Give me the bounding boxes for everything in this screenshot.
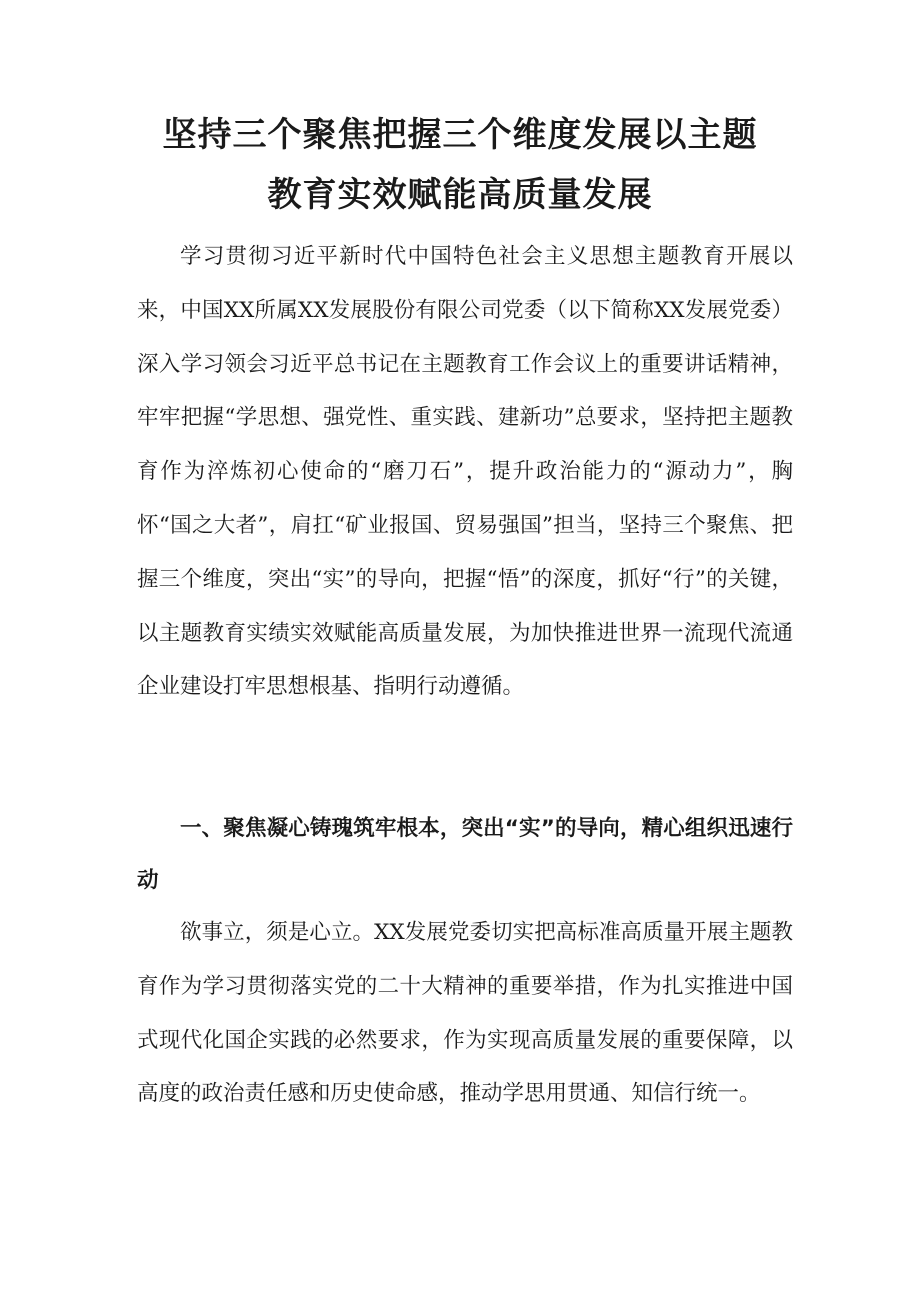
section-1-heading: 一、聚焦凝心铸瑰筑牢根本，突出“实”的导向，精心组织迅速行动 <box>137 816 793 893</box>
document-title-line-2: 教育实效赋能高质量发展 <box>267 175 653 215</box>
section-1-paragraph: 欲事立，须是心立。XX发展党委切实把高标准高质量开展主题教育作为学习贯彻落实党的二十大精神的重要举措，作为扎实推进中国式现代化国企实践的必然要求，作为实现高质量发展的重要保障，以高度的政治责任感和历史使命感，推动学思用贯通、知信行统一。 <box>137 920 793 1107</box>
document-title-line-1: 坚持三个聚焦把握三个维度发展以主题 <box>162 115 758 155</box>
intro-paragraph: 学习贯彻习近平新时代中国特色社会主义思想主题教育开展以来，中国XX所属XX发展股份有限公司党委（以下简称XX发展党委）深入学习领会习近平总书记在主题教育工作会议上的重要讲话精神，牢牢把握“学思想、强党性、重实践、建新功”总要求，坚持把主题教育作为淬炼初心使命的“磨刀石”，提升政治能力的“源动力”，胸怀“国之大者”，肩扛“矿业报国、贸易强国”担当，坚持三个聚焦、把握三个维度，突出“实”的导向，把握“悟”的深度，抓好“行”的关键，以主题教育实绩实效赋能高质量发展，为加快推进世界一流现代流通企业建设打牢思想根基、指明行动遵循。 <box>137 244 793 700</box>
